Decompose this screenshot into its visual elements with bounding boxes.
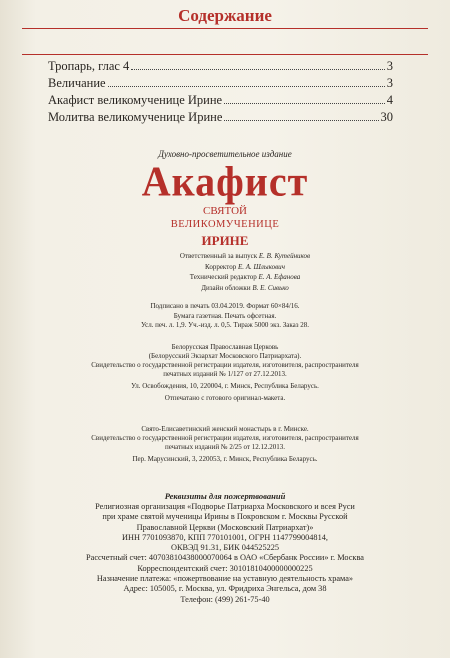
toc-item-label: Молитва великомученице Ирине: [48, 110, 223, 124]
title-line-1: СВЯТОЙ: [203, 205, 247, 217]
toc-item-page: 3: [386, 76, 393, 90]
toc-dots: [108, 86, 385, 87]
donation-title: Реквизиты для пожертвований: [164, 491, 286, 501]
credit-row: Ответственный за выпуск Е. В. Кутейников: [179, 252, 311, 260]
title-line-2: ВЕЛИКОМУЧЕНИЦЕ: [170, 219, 280, 230]
toc-title: Содержание: [178, 6, 272, 25]
publisher-1: Белорусская Православная Церковь (Белорусский Экзархат Московского Патриархата). Свидетельство о государственной регистрации издателя, изготовителя, распространителя печатных изданий № 1/127 от 27.12.2013. Ул. Освобождения, 10, 220004, г. Минск, Республика Беларусь. Отпечатано с готового оригинал-макета.: [91, 343, 359, 402]
toc-dots: [131, 69, 384, 70]
toc-item-label: Тропарь, глас 4: [48, 59, 130, 73]
credit-row: Дизайн обложки В. Е. Сивько: [201, 283, 289, 292]
toc-item[interactable]: [48, 109, 393, 126]
toc-dots: [224, 120, 378, 121]
toc-rule-top: [22, 28, 428, 29]
toc-item[interactable]: [48, 75, 393, 92]
book-title: Акафист: [141, 157, 309, 206]
toc-item-label: Акафист великомученице Ирине: [48, 93, 223, 107]
toc-item-label: Величание: [48, 76, 106, 90]
toc-list: [48, 58, 393, 124]
donation-details: Религиозная организация «Подворье Патриарха Московского и всея Руси при храме святой мученицы Ирины в Покровском г. Москвы Русской Православной Церкви (Московский Патриархат)» ИНН 7701093870, КПП 770101001, ОГРН 1147799004814, ОКВЭД 91.31, БИК 044525225 Рассчетный счет: 40703810438000070064 в ОАО «Сбербанк России» г. Москва Корреспондентский счет: 30101810400000000225 Назначение платежа: «пожертвование на уставную деятельность храма» Адрес: 105005, г. Москва, ул. Фридриха Энгельса, дом 38 Телефон: (499) 261-75-40: [86, 502, 364, 604]
publisher-2: Свято-Елисаветинский женский монастырь в г. Минске. Свидетельство о государственной регистрации издателя, изготовителя, распространителя печатных изданий № 2/25 от 12.12.2013. Пер. Марусинский, 3, 220053, г. Минск, Республика Беларусь.: [91, 425, 359, 463]
print-info: Подписано в печать 03.04.2019. Формат 60×84/16. Бумага газетная. Печать офсетная. Усл. печ. л. 1,9. Уч.-изд. л. 0,5. Тираж 5000 экз. Заказ 28.: [140, 302, 310, 329]
toc-item-page: 4: [386, 93, 393, 107]
toc-item-page: 30: [380, 110, 393, 124]
toc-dots: [224, 103, 385, 104]
toc-item[interactable]: [48, 92, 393, 109]
toc-item-page: 3: [386, 59, 393, 73]
title-line-3: ИРИНЕ: [201, 233, 249, 248]
edition-subtitle: Духовно-просветительное издание: [158, 149, 292, 159]
credit-row: Корректор Е. А. Шлыкович: [205, 262, 285, 271]
credit-row: Технический редактор Е. А. Ефанова: [189, 273, 301, 281]
toc-item[interactable]: [48, 58, 393, 75]
toc-rule-bottom: [22, 54, 428, 55]
credits: [150, 251, 340, 293]
